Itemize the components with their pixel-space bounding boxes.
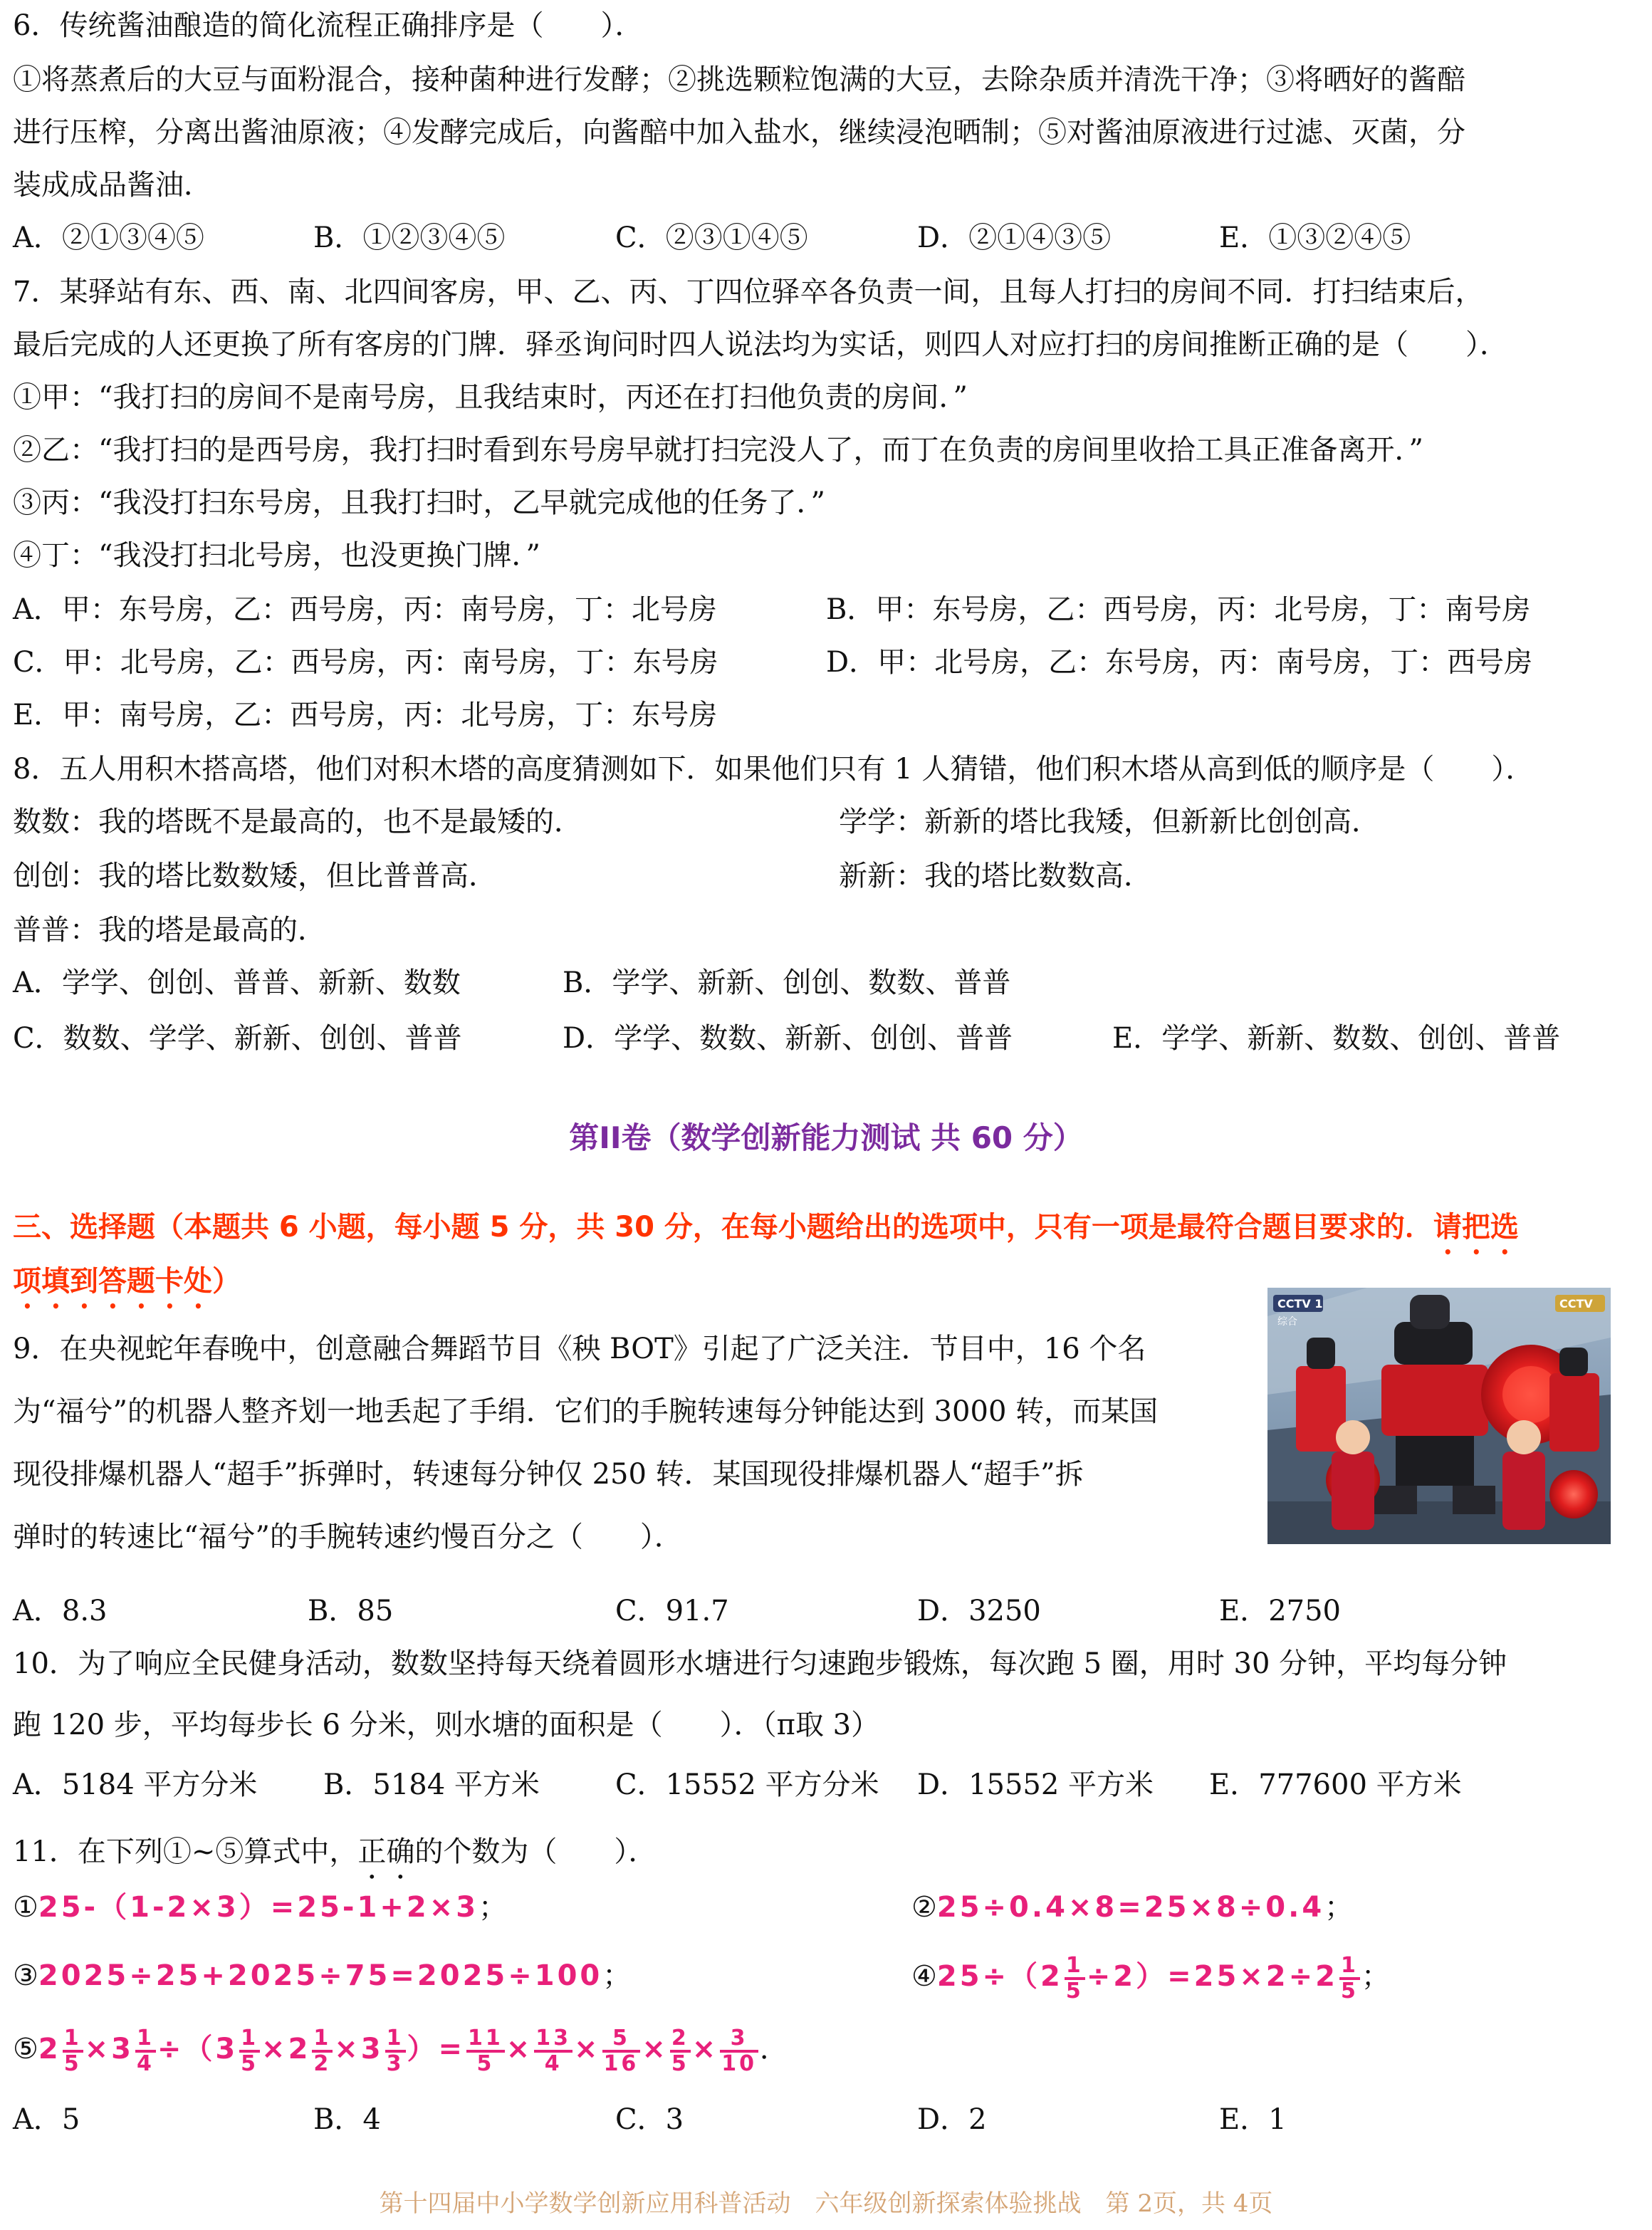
fraction-numerator: 1	[1065, 1954, 1085, 1980]
fraction	[720, 2027, 758, 2075]
q9-option-e[interactable]: E．2750	[1219, 1595, 1341, 1627]
formula-separator: ；	[479, 1891, 508, 1924]
fraction-numerator: 1	[385, 2027, 406, 2053]
fraction-denominator: 5	[1065, 1979, 1084, 2004]
q8-option-d[interactable]: D．学学、数数、新新、创创、普普	[563, 1022, 1013, 1055]
fraction-denominator: 3	[386, 2051, 404, 2076]
fraction	[466, 2027, 505, 2075]
q8-option-e[interactable]: E．学学、新新、数数、创创、普普	[1112, 1022, 1561, 1055]
q10-option-c[interactable]: C．15552 平方分米	[615, 1768, 879, 1801]
formula-expression: 2025÷25+2025÷75=2025÷100	[38, 1959, 603, 1992]
q8-option-a[interactable]: A．学学、创创、普普、新新、数数	[13, 966, 461, 999]
q7-statement-3: ③丙：“我没打扫东号房，且我打扫时，乙早就完成他的任务了．”	[13, 486, 825, 519]
q8-guess-shushu: 数数：我的塔既不是最高的，也不是最矮的．	[13, 806, 582, 838]
fraction-numerator: 5	[602, 2027, 641, 2053]
fraction-denominator: 5	[1340, 1979, 1359, 2004]
formula-separator: ；	[602, 1959, 632, 1992]
q8-guess-chuangchuang: 创创：我的塔比数数矮，但比普普高．	[13, 860, 497, 892]
q9-option-a[interactable]: A．8.3	[13, 1595, 108, 1627]
q6-text-line: ①将蒸煮后的大豆与面粉混合，接种菌种进行发酵；②挑选颗粒饱满的大豆，去除杂质并清洗干净；③将晒好的酱醅	[13, 63, 1465, 96]
fraction	[602, 2027, 641, 2075]
q11-stem	[13, 1833, 657, 1885]
q7-stem: 7．某驿站有东、西、南、北四间客房，甲、乙、丙、丁四位驿卒各负责一间，且每人打扫的房间不同．打扫结束后，	[13, 276, 1484, 308]
formula-part: ÷2）=25×2÷2	[1086, 1960, 1338, 1993]
formula-part: ×2	[261, 2033, 311, 2065]
q6-option-c[interactable]: C．②③①④⑤	[615, 222, 808, 254]
fraction	[385, 2027, 406, 2075]
q7-option-c[interactable]: C．甲：北号房，乙：西号房，丙：南号房，丁：东号房	[13, 646, 718, 679]
section3-emphasis: 请把选	[1433, 1211, 1519, 1244]
fraction-denominator: 5	[63, 2051, 82, 2076]
q6-option-a[interactable]: A．②①③④⑤	[13, 222, 204, 254]
fraction-numerator: 2	[670, 2027, 691, 2053]
q11-stem-text: 11．在下列①~⑤算式中，	[13, 1835, 358, 1868]
fraction-numerator: 1	[312, 2027, 333, 2053]
q9-option-b[interactable]: B．85	[308, 1595, 394, 1627]
q6-option-d[interactable]: D．②①④③⑤	[917, 222, 1112, 254]
q7-option-d[interactable]: D．甲：北号房，乙：东号房，丙：南号房，丁：西号房	[826, 646, 1533, 679]
cctv-sublabel: 综合	[1277, 1316, 1297, 1328]
cctv-gala-logo: CCTV	[1559, 1297, 1593, 1311]
q7-option-a[interactable]: A．甲：东号房，乙：西号房，丙：南号房，丁：北号房	[13, 593, 717, 626]
fraction-numerator: 1	[135, 2027, 156, 2053]
q8-guess-xuexue: 学学：新新的塔比我矮，但新新比创创高．	[839, 806, 1380, 838]
fraction	[135, 2027, 156, 2075]
fraction	[239, 2027, 260, 2075]
q11-option-a[interactable]: A．5	[13, 2103, 80, 2136]
formula-number: ⑤	[13, 2033, 38, 2065]
q7-text-line: 最后完成的人还更换了所有客房的门牌．驿丞询问时四人说法均为实话，则四人对应打扫的房间推断正确的是（ ）．	[13, 328, 1508, 361]
q6-option-e[interactable]: E．①③②④⑤	[1219, 222, 1411, 254]
q9-option-d[interactable]: D．3250	[917, 1595, 1041, 1627]
q9-option-c[interactable]: C．91.7	[615, 1595, 729, 1627]
q7-statement-1: ①甲：“我打扫的房间不是南号房，且我结束时，丙还在打扫他负责的房间．”	[13, 381, 968, 414]
q11-stem-text: 的个数为（ ）．	[414, 1835, 657, 1868]
fraction	[670, 2027, 691, 2075]
q8-option-b[interactable]: B．学学、新新、创创、数数、普普	[563, 966, 1011, 999]
fraction-denominator: 5	[476, 2051, 495, 2076]
q6-stem: 6．传统酱油酿造的简化流程正确排序是（ ）．	[13, 9, 644, 42]
q11-option-e[interactable]: E．1	[1219, 2103, 1287, 2136]
q11-option-d[interactable]: D．2	[917, 2103, 987, 2136]
q10-text-line: 10．为了响应全民健身活动，数数坚持每天绕着圆形水塘进行匀速跑步锻炼，每次跑 5 圈，用时 30 分钟，平均每分钟	[13, 1647, 1507, 1680]
fraction	[1065, 1954, 1085, 2003]
robot-dance-photo	[1267, 1288, 1611, 1544]
fraction-denominator: 4	[544, 2051, 563, 2076]
formula-end: ．	[759, 2033, 788, 2065]
q10-option-b[interactable]: B．5184 平方米	[323, 1768, 540, 1801]
q8-guess-pupu: 普普：我的塔是最高的．	[13, 914, 326, 947]
q9-text-line: 为“福兮”的机器人整齐划一地丢起了手绢．它们的手腕转速每分钟能达到 3000 转，而某国	[13, 1395, 1159, 1428]
section3-instructions-line2	[13, 1262, 241, 1315]
formula-separator: ；	[1324, 1891, 1354, 1924]
fraction-denominator: 5	[241, 2051, 259, 2076]
fraction	[312, 2027, 333, 2075]
q6-text-line: 装成成品酱油．	[13, 169, 212, 202]
q9-text-line: 9．在央视蛇年春晚中，创意融合舞蹈节目《秧 BOT》引起了广泛关注．节目中，16 个名	[13, 1333, 1146, 1365]
fraction-denominator: 5	[671, 2051, 689, 2076]
fraction	[63, 2027, 83, 2075]
page-footer: 第十四届中小学数学创新应用科普活动 六年级创新探索体验挑战 第 2页，共 4页	[379, 2189, 1273, 2218]
fraction-numerator: 13	[534, 2027, 573, 2053]
formula-number: ①	[13, 1891, 38, 1924]
fraction-denominator: 16	[603, 2051, 639, 2076]
q10-text-line: 跑 120 步，平均每步长 6 分米，则水塘的面积是（ ）．（π取 3）	[13, 1709, 880, 1741]
formula-part: ）=	[407, 2033, 466, 2065]
fraction	[534, 2027, 573, 2075]
formula-number: ③	[13, 1959, 38, 1992]
q11-formula-3	[13, 1954, 631, 1997]
formula-separator: ；	[1361, 1960, 1390, 1993]
q11-option-b[interactable]: B．4	[313, 2103, 381, 2136]
q11-formula-4	[911, 1954, 1390, 2003]
q11-stem-emphasis: 正确	[357, 1835, 415, 1868]
q10-option-a[interactable]: A．5184 平方分米	[13, 1768, 258, 1801]
q8-option-c[interactable]: C．数数、学学、新新、创创、普普	[13, 1022, 462, 1055]
times-sign: ×	[691, 2033, 719, 2065]
fraction-numerator: 1	[1339, 1954, 1360, 1980]
formula-number: ④	[911, 1960, 937, 1993]
formula-number: ②	[911, 1891, 937, 1924]
q11-formula-2	[911, 1886, 1353, 1929]
fraction-denominator: 10	[721, 2051, 757, 2076]
times-sign: ×	[574, 2033, 601, 2065]
q11-formula-5	[13, 2027, 788, 2075]
section3-text: ）	[212, 1265, 241, 1298]
fraction	[1339, 1954, 1360, 2003]
q9-text-line: 现役排爆机器人“超手”拆弹时，转速每分钟仅 250 转．某国现役排爆机器人“超手”拆	[13, 1458, 1084, 1491]
formula-part: ÷（3	[157, 2033, 239, 2065]
formula-part: 25÷（2	[936, 1960, 1063, 1993]
formula-expression: 25-（1-2×3）=25-1+2×3	[38, 1891, 479, 1924]
q9-text-line: 弹时的转速比“福兮”的手腕转速约慢百分之（ ）．	[13, 1521, 683, 1553]
q8-guess-xinxin: 新新：我的塔比数数高．	[839, 860, 1152, 892]
formula-part: 2	[38, 2033, 61, 2065]
q7-option-b[interactable]: B．甲：东号房，乙：西号房，丙：北号房，丁：南号房	[826, 593, 1531, 626]
fraction-denominator: 2	[313, 2051, 332, 2076]
q11-formula-1	[13, 1886, 507, 1929]
section3-emphasis: 项填到答题卡处	[13, 1265, 212, 1298]
fraction-numerator: 1	[239, 2027, 260, 2053]
formula-part: ×3	[84, 2033, 134, 2065]
fraction-denominator: 4	[136, 2051, 155, 2076]
formula-expression: 25÷0.4×8=25×8÷0.4	[936, 1891, 1325, 1924]
q10-option-d[interactable]: D．15552 平方米	[917, 1768, 1154, 1801]
fraction-numerator: 11	[466, 2027, 505, 2053]
q8-stem: 8．五人用积木搭高塔，他们对积木塔的高度猜测如下．如果他们只有 1 人猜错，他们积木塔从高到低的顺序是（ ）．	[13, 753, 1535, 786]
section3-instructions-line1	[13, 1208, 1519, 1261]
q11-option-c[interactable]: C．3	[615, 2103, 684, 2136]
q6-option-b[interactable]: B．①②③④⑤	[313, 222, 506, 254]
fraction-numerator: 1	[63, 2027, 83, 2053]
section3-text: 三、选择题（本题共 6 小题，每小题 5 分，共 30 分，在每小题给出的选项中，只有一项是最符合题目要求的．	[13, 1211, 1433, 1244]
q6-text-line: 进行压榨，分离出酱油原液；④发酵完成后，向酱醅中加入盐水，继续浸泡晒制；⑤对酱油原液进行过滤、灭菌，分	[13, 116, 1465, 149]
formula-part: ×3	[334, 2033, 384, 2065]
q10-option-e[interactable]: E．777600 平方米	[1209, 1768, 1462, 1801]
fraction-numerator: 3	[720, 2027, 758, 2053]
section-title: 第II卷（数学创新能力测试 共 60 分）	[569, 1120, 1083, 1155]
times-sign: ×	[642, 2033, 669, 2065]
q7-option-e[interactable]: E．甲：南号房，乙：西号房，丙：北号房，丁：东号房	[13, 699, 718, 731]
q7-statement-4: ④丁：“我没打扫北号房，也没更换门牌．”	[13, 539, 540, 572]
q7-statement-2: ②乙：“我打扫的是西号房，我打扫时看到东号房早就打扫完没人了，而丁在负责的房间里收拾工具正准备离开．”	[13, 434, 1423, 467]
times-sign: ×	[506, 2033, 533, 2065]
cctv-logo: CCTV 1	[1277, 1297, 1323, 1311]
